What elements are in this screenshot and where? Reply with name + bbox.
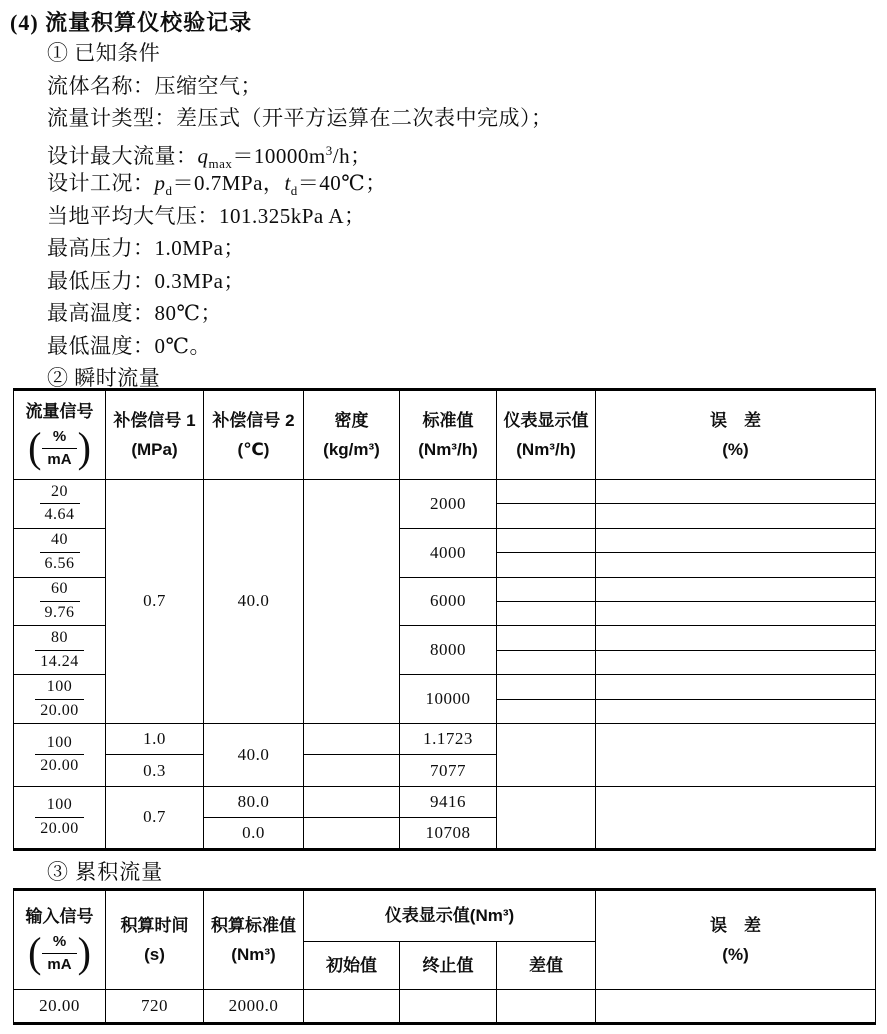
display-value-cell <box>497 723 596 786</box>
section-cumulative-flow-heading: ③ 累积流量 <box>47 860 164 884</box>
left-paren: ( <box>28 928 42 977</box>
display-value-group-header: 仪表显示值(Nm³) <box>304 890 596 942</box>
comp2-cell: 40.0 <box>204 480 304 724</box>
comp2-cell: 0.0 <box>204 818 304 850</box>
right-paren: ) <box>77 928 91 977</box>
flow-signal-cell: $\frac{60}{9.76}$ <box>14 577 106 626</box>
instantaneous-flow-table <box>13 388 876 851</box>
density-header: 密度 (kg/m³) <box>304 390 400 480</box>
density-cell <box>304 786 400 818</box>
difference-cell <box>497 990 596 1024</box>
known-conditions-block <box>47 37 553 395</box>
error-cell <box>596 577 876 601</box>
error-cell <box>596 723 876 786</box>
display-value-cell <box>497 699 596 723</box>
density-cell <box>304 480 400 724</box>
condition-fluid-name: 流体名称：压缩空气； <box>47 73 262 98</box>
condition-max-pressure: 最高压力：1.0MPa； <box>47 236 245 260</box>
error-cell <box>596 480 876 504</box>
density-cell <box>304 755 400 787</box>
display-value-cell <box>497 601 596 625</box>
display-value-cell <box>497 626 596 650</box>
standard-value-cell: 10000 <box>400 675 497 724</box>
error-cell <box>596 990 876 1024</box>
flow-signal-cell: $\frac{100}{20.00}$ <box>14 723 106 786</box>
standard-cell: 2000.0 <box>204 990 304 1024</box>
error-cell <box>596 675 876 699</box>
page-title: (4) 流量积算仪校验记录 <box>10 10 253 35</box>
flow-signal-cell: $\frac{80}{14.24}$ <box>14 626 106 675</box>
error-cell <box>596 786 876 849</box>
percent-ma-fraction: $\frac{\%}{mA}$ <box>42 427 76 469</box>
condition-min-pressure: 最低压力：0.3MPa； <box>47 268 245 293</box>
right-paren: ) <box>77 423 91 472</box>
difference-header: 差值 <box>497 942 596 990</box>
input-signal-header: 输入信号 ( $\frac{\%}{mA}$ ) <box>14 890 106 990</box>
standard-value-cell: 7077 <box>400 755 497 787</box>
condition-max-flow: 设计最大流量：$q_{max}=10000m^3/h$； <box>47 142 372 171</box>
display-value-cell <box>497 553 596 577</box>
comp1-cell: 0.7 <box>106 480 204 724</box>
condition-min-temperature: 最低温度：0℃。 <box>47 333 211 358</box>
comp1-cell: 0.3 <box>106 755 204 787</box>
comp2-cell: 40.0 <box>204 723 304 786</box>
flow-signal-cell: $\frac{40}{6.56}$ <box>14 528 106 577</box>
error-cell <box>596 504 876 528</box>
display-value-cell <box>497 577 596 601</box>
comp1-cell: 1.0 <box>106 723 204 755</box>
condition-atmospheric-pressure: 当地平均大气压：101.325kPa A； <box>47 203 366 228</box>
display-value-cell <box>497 786 596 849</box>
section-instant-flow-heading: ② 瞬时流量 <box>47 366 161 390</box>
flow-signal-cell: $\frac{20}{4.64}$ <box>14 480 106 529</box>
display-value-cell <box>497 480 596 504</box>
final-value-header: 终止值 <box>400 942 497 990</box>
standard-value-header: 标准值 (Nm³/h) <box>400 390 497 480</box>
totalize-time-header: 积算时间 (s) <box>106 890 204 990</box>
density-cell <box>304 723 400 755</box>
condition-design-operating: 设计工况：$p_d=0.7MPa$，$t_d=40℃$； <box>47 171 387 199</box>
initial-cell <box>304 990 400 1024</box>
time-cell: 720 <box>106 990 204 1024</box>
error-cell <box>596 626 876 650</box>
display-value-cell <box>497 504 596 528</box>
comp1-cell: 0.7 <box>106 786 204 849</box>
comp2-cell: 80.0 <box>204 786 304 818</box>
standard-value-cell: 2000 <box>400 480 497 529</box>
left-paren: ( <box>28 423 42 472</box>
display-value-cell <box>497 650 596 674</box>
input-signal-cell: 20.00 <box>14 990 106 1024</box>
standard-value-cell: 4000 <box>400 528 497 577</box>
flow-signal-cell: $\frac{100}{20.00}$ <box>14 786 106 849</box>
totalize-standard-header: 积算标准值 (Nm³) <box>204 890 304 990</box>
display-value-header: 仪表显示值 (Nm³/h) <box>497 390 596 480</box>
known-conditions-heading: ① 已知条件 <box>47 41 161 65</box>
condition-flowmeter-type: 流量计类型：差压式（开平方运算在二次表中完成）； <box>47 106 553 130</box>
standard-value-cell: 10708 <box>400 818 497 850</box>
density-cell <box>304 818 400 850</box>
error-cell <box>596 699 876 723</box>
comp-signal-2-header: 补偿信号 2 (℃) <box>204 390 304 480</box>
standard-value-cell: 8000 <box>400 626 497 675</box>
error-header: 误 差 (%) <box>596 390 876 480</box>
standard-value-cell: 1.1723 <box>400 723 497 755</box>
standard-value-cell: 9416 <box>400 786 497 818</box>
percent-ma-fraction: $\frac{\%}{mA}$ <box>42 932 76 974</box>
error-cell <box>596 528 876 552</box>
display-value-cell <box>497 675 596 699</box>
flow-signal-header: 流量信号 ( $\frac{\%}{mA}$ ) <box>14 390 106 480</box>
standard-value-cell: 6000 <box>400 577 497 626</box>
condition-max-temperature: 最高温度：80℃； <box>47 301 222 325</box>
error-header: 误 差 (%) <box>596 890 876 990</box>
final-cell <box>400 990 497 1024</box>
error-cell <box>596 553 876 577</box>
flow-signal-cell: $\frac{100}{20.00}$ <box>14 675 106 724</box>
initial-value-header: 初始值 <box>304 942 400 990</box>
error-cell <box>596 601 876 625</box>
comp-signal-1-header: 补偿信号 1 (MPa) <box>106 390 204 480</box>
display-value-cell <box>497 528 596 552</box>
cumulative-flow-table <box>13 888 876 1025</box>
error-cell <box>596 650 876 674</box>
